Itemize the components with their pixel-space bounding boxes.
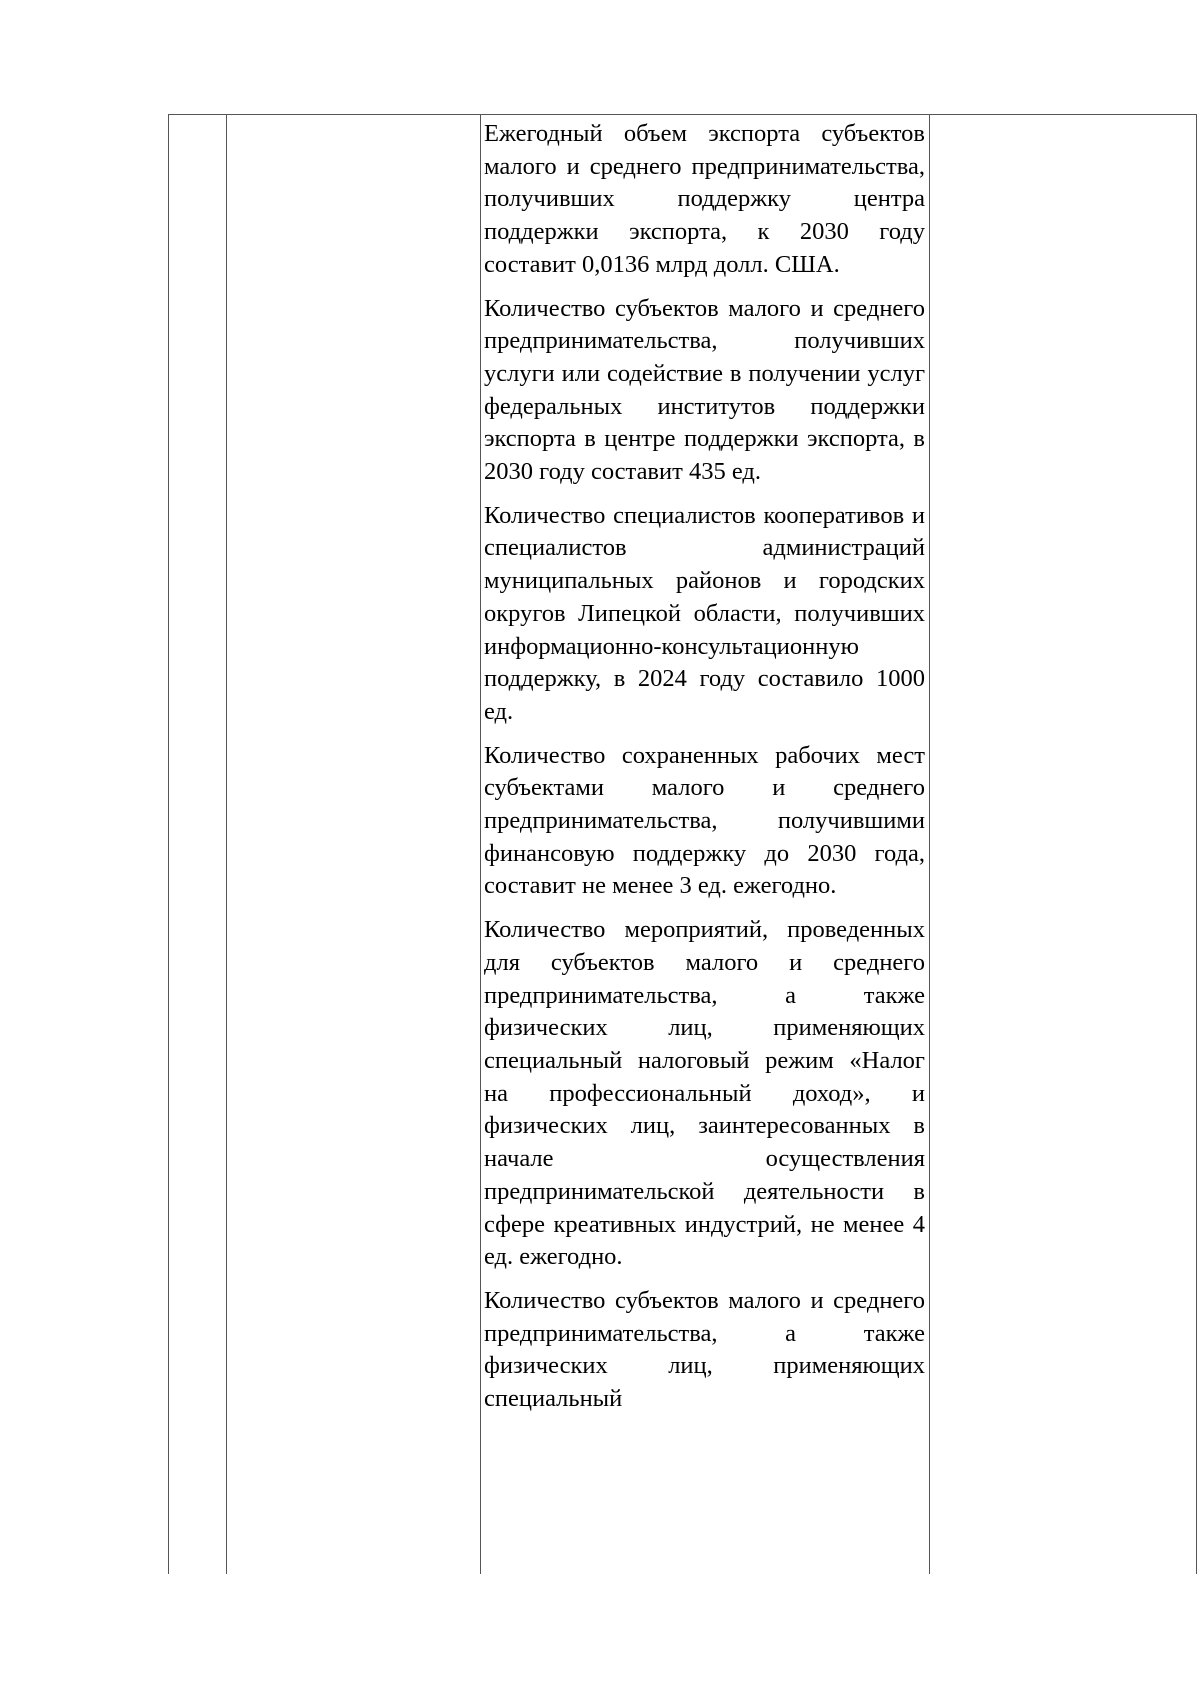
paragraph-events-count: Количество мероприятий, проведенных для субъектов малого и среднего предпринимательства, а также физических лиц, применяющих специальный налоговый режим «Налог на профессиональный доход», и физических лиц, заинтересованных в начале осуществления предпринимательской деятельности в сфере креативных индустрий, не менее 4 ед. ежегодно. [484,916,925,1271]
notes-cell [930,115,1196,1574]
expected-results-cell [484,118,925,1427]
paragraph-saved-jobs: Количество сохраненных рабочих мест субъектами малого и среднего предпринимательства, получившими финансовую поддержку до 2030 года, составит не менее 3 ед. ежегодно. [484,741,925,900]
number-cell [169,115,226,1574]
paragraph-specialists-consulting: Количество специалистов кооперативов и специалистов администраций муниципальных районов и городских округов Липецкой области, получивших информационно-консультационную поддержку, в 2024 году составило 1000 ед. [484,501,925,725]
name-cell [227,115,480,1574]
paragraph-export-services: Количество субъектов малого и среднего предпринимательства, получивших услуги или содействие в получении услуг федеральных институтов поддержки экспорта в центре поддержки экспорта, в 2030 году составит 435 ед. [484,294,925,486]
paragraph-export-volume: Ежегодный объем экспорта субъектов малого и среднего предпринимательства, получивших поддержку центра поддержки экспорта, к 2030 году составит 0,0136 млрд долл. США. [484,120,925,278]
paragraph-smb-count: Количество субъектов малого и среднего предпринимательства, а также физических лиц, применяющих специальный [484,1286,925,1413]
results-table [168,114,1197,1574]
table-right-border [1196,114,1197,1574]
column-divider-2 [480,114,481,1574]
